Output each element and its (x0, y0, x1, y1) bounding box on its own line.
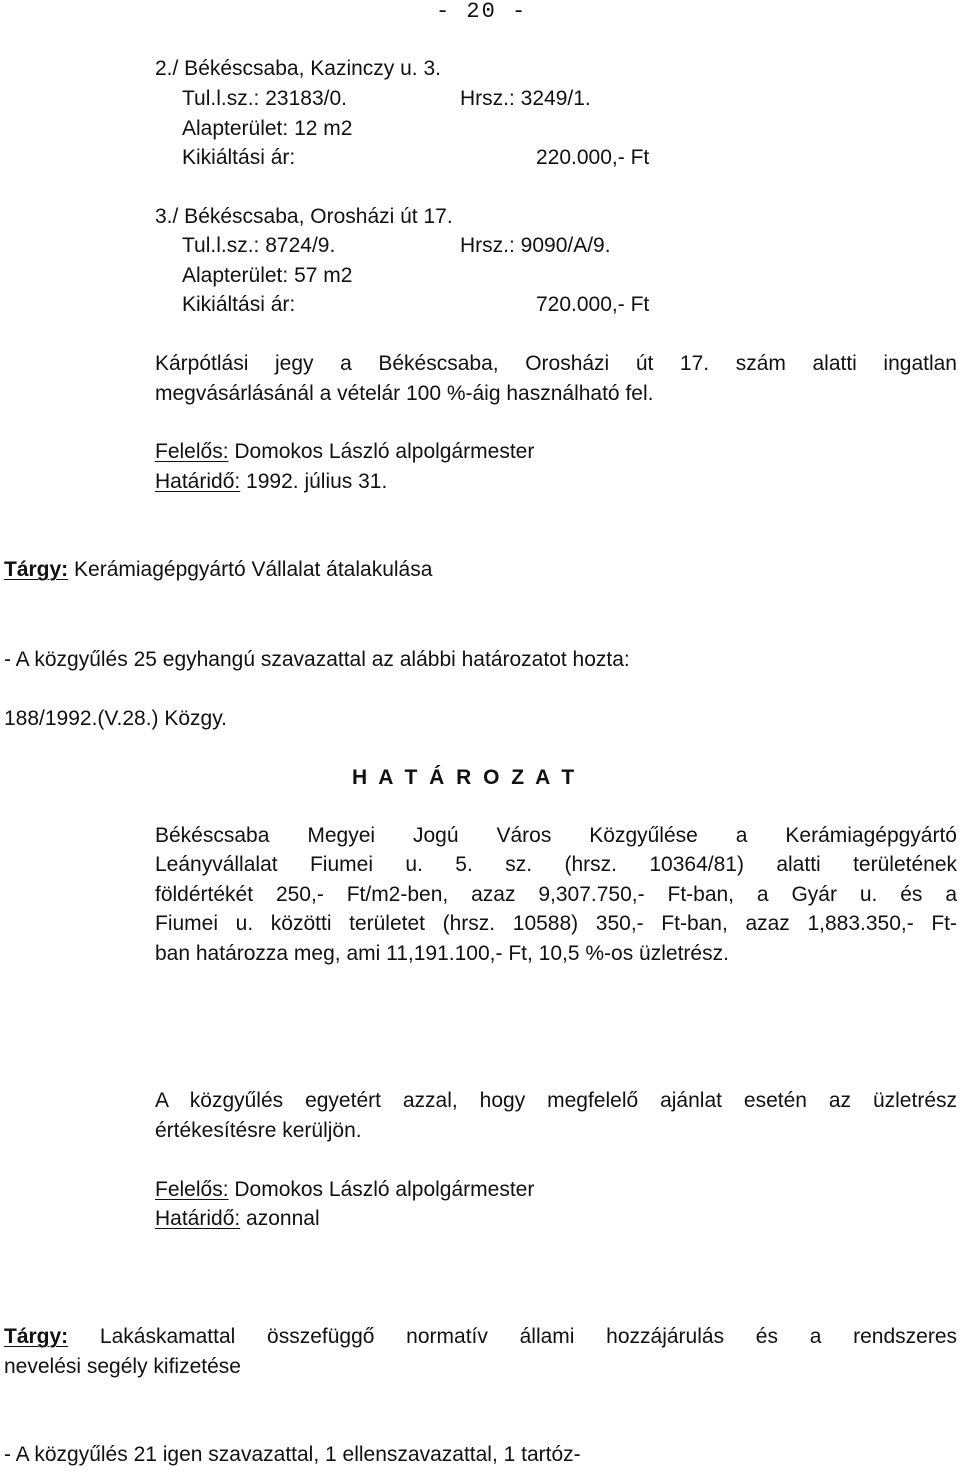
property2-price-value: 220.000,- Ft (536, 146, 650, 169)
resolution-line3: földértékét 250,- Ft/m2-ben, azaz 9,307.750,- Ft-ban, a Gyár u. és a (155, 883, 957, 906)
resolution-line4: Fiumei u. közötti területet (hrsz. 10588) 350,- Ft-ban, azaz 1,883.350,- Ft- (155, 912, 957, 935)
responsible1-line (155, 439, 534, 465)
subject2-label: Tárgy: (4, 1325, 69, 1348)
deadline2-label: Határidő: (155, 1207, 241, 1230)
resolution-heading: H A T Á R O Z A T (352, 766, 578, 789)
property3-hrsz: Hrsz.: 9090/A/9. (460, 234, 611, 257)
property2-tul: Tul.l.sz.: 23183/0. (182, 87, 347, 110)
property3-address: 3./ Békéscsaba, Orosházi út 17. (155, 205, 453, 228)
responsible2-value: Domokos László alpolgármester (228, 1178, 535, 1201)
property2-price-label: Kikiáltási ár: (182, 146, 296, 169)
deadline2-line (155, 1206, 320, 1232)
karpotlas-line1: Kárpótlási jegy a Békéscsaba, Orosházi út 17. szám alatti ingatlan (155, 352, 957, 375)
deadline2-value: azonnal (240, 1207, 320, 1230)
resolution-line1: Békéscsaba Megyei Jogú Város Közgyűlése a Kerámiagépgyártó (155, 824, 957, 847)
subject1-line (4, 557, 432, 583)
vote1: - A közgyűlés 25 egyhangú szavazattal az alábbi határozatot hozta: (4, 648, 630, 671)
subject1-label: Tárgy: (4, 558, 69, 581)
subject2-line2: nevelési segély kifizetése (4, 1355, 241, 1378)
subject2-value: Lakáskamattal összefüggő normatív állami hozzájárulás és a rendszeres (68, 1325, 957, 1348)
property3-price-value: 720.000,- Ft (536, 293, 650, 316)
resolution-number: 188/1992.(V.28.) Közgy. (4, 707, 227, 730)
agreement-line1: A közgyűlés egyetért azzal, hogy megfelelő ajánlat esetén az üzletrész (155, 1089, 957, 1112)
deadline1-label: Határidő: (155, 470, 241, 493)
property2-hrsz: Hrsz.: 3249/1. (460, 87, 591, 110)
property3-area: Alapterület: 57 m2 (182, 264, 353, 287)
property2-address: 2./ Békéscsaba, Kazinczy u. 3. (155, 57, 441, 80)
property3-price-label: Kikiáltási ár: (182, 293, 296, 316)
page-number: - 20 - (436, 0, 528, 24)
vote2: - A közgyűlés 21 igen szavazattal, 1 ellenszavazattal, 1 tartóz- (4, 1443, 581, 1466)
agreement-line2: értékesítésre kerüljön. (155, 1119, 362, 1142)
deadline1-line (155, 469, 387, 495)
subject1-value: Kerámiagépgyártó Vállalat átalakulása (68, 558, 433, 581)
karpotlas-line2: megvásárlásánál a vételár 100 %-áig használható fel. (155, 382, 654, 405)
property2-area: Alapterület: 12 m2 (182, 117, 353, 140)
responsible1-label: Felelős: (155, 440, 229, 463)
responsible2-line (155, 1177, 534, 1203)
deadline1-value: 1992. július 31. (240, 470, 388, 493)
responsible2-label: Felelős: (155, 1178, 229, 1201)
resolution-line2: Leányvállalat Fiumei u. 5. sz. (hrsz. 10364/81) alatti területének (155, 853, 957, 876)
subject2-line1 (4, 1324, 957, 1350)
resolution-line5: ban határozza meg, ami 11,191.100,- Ft, 10,5 %-os üzletrész. (155, 942, 729, 965)
property3-tul: Tul.l.sz.: 8724/9. (182, 234, 336, 257)
responsible1-value: Domokos László alpolgármester (228, 440, 535, 463)
